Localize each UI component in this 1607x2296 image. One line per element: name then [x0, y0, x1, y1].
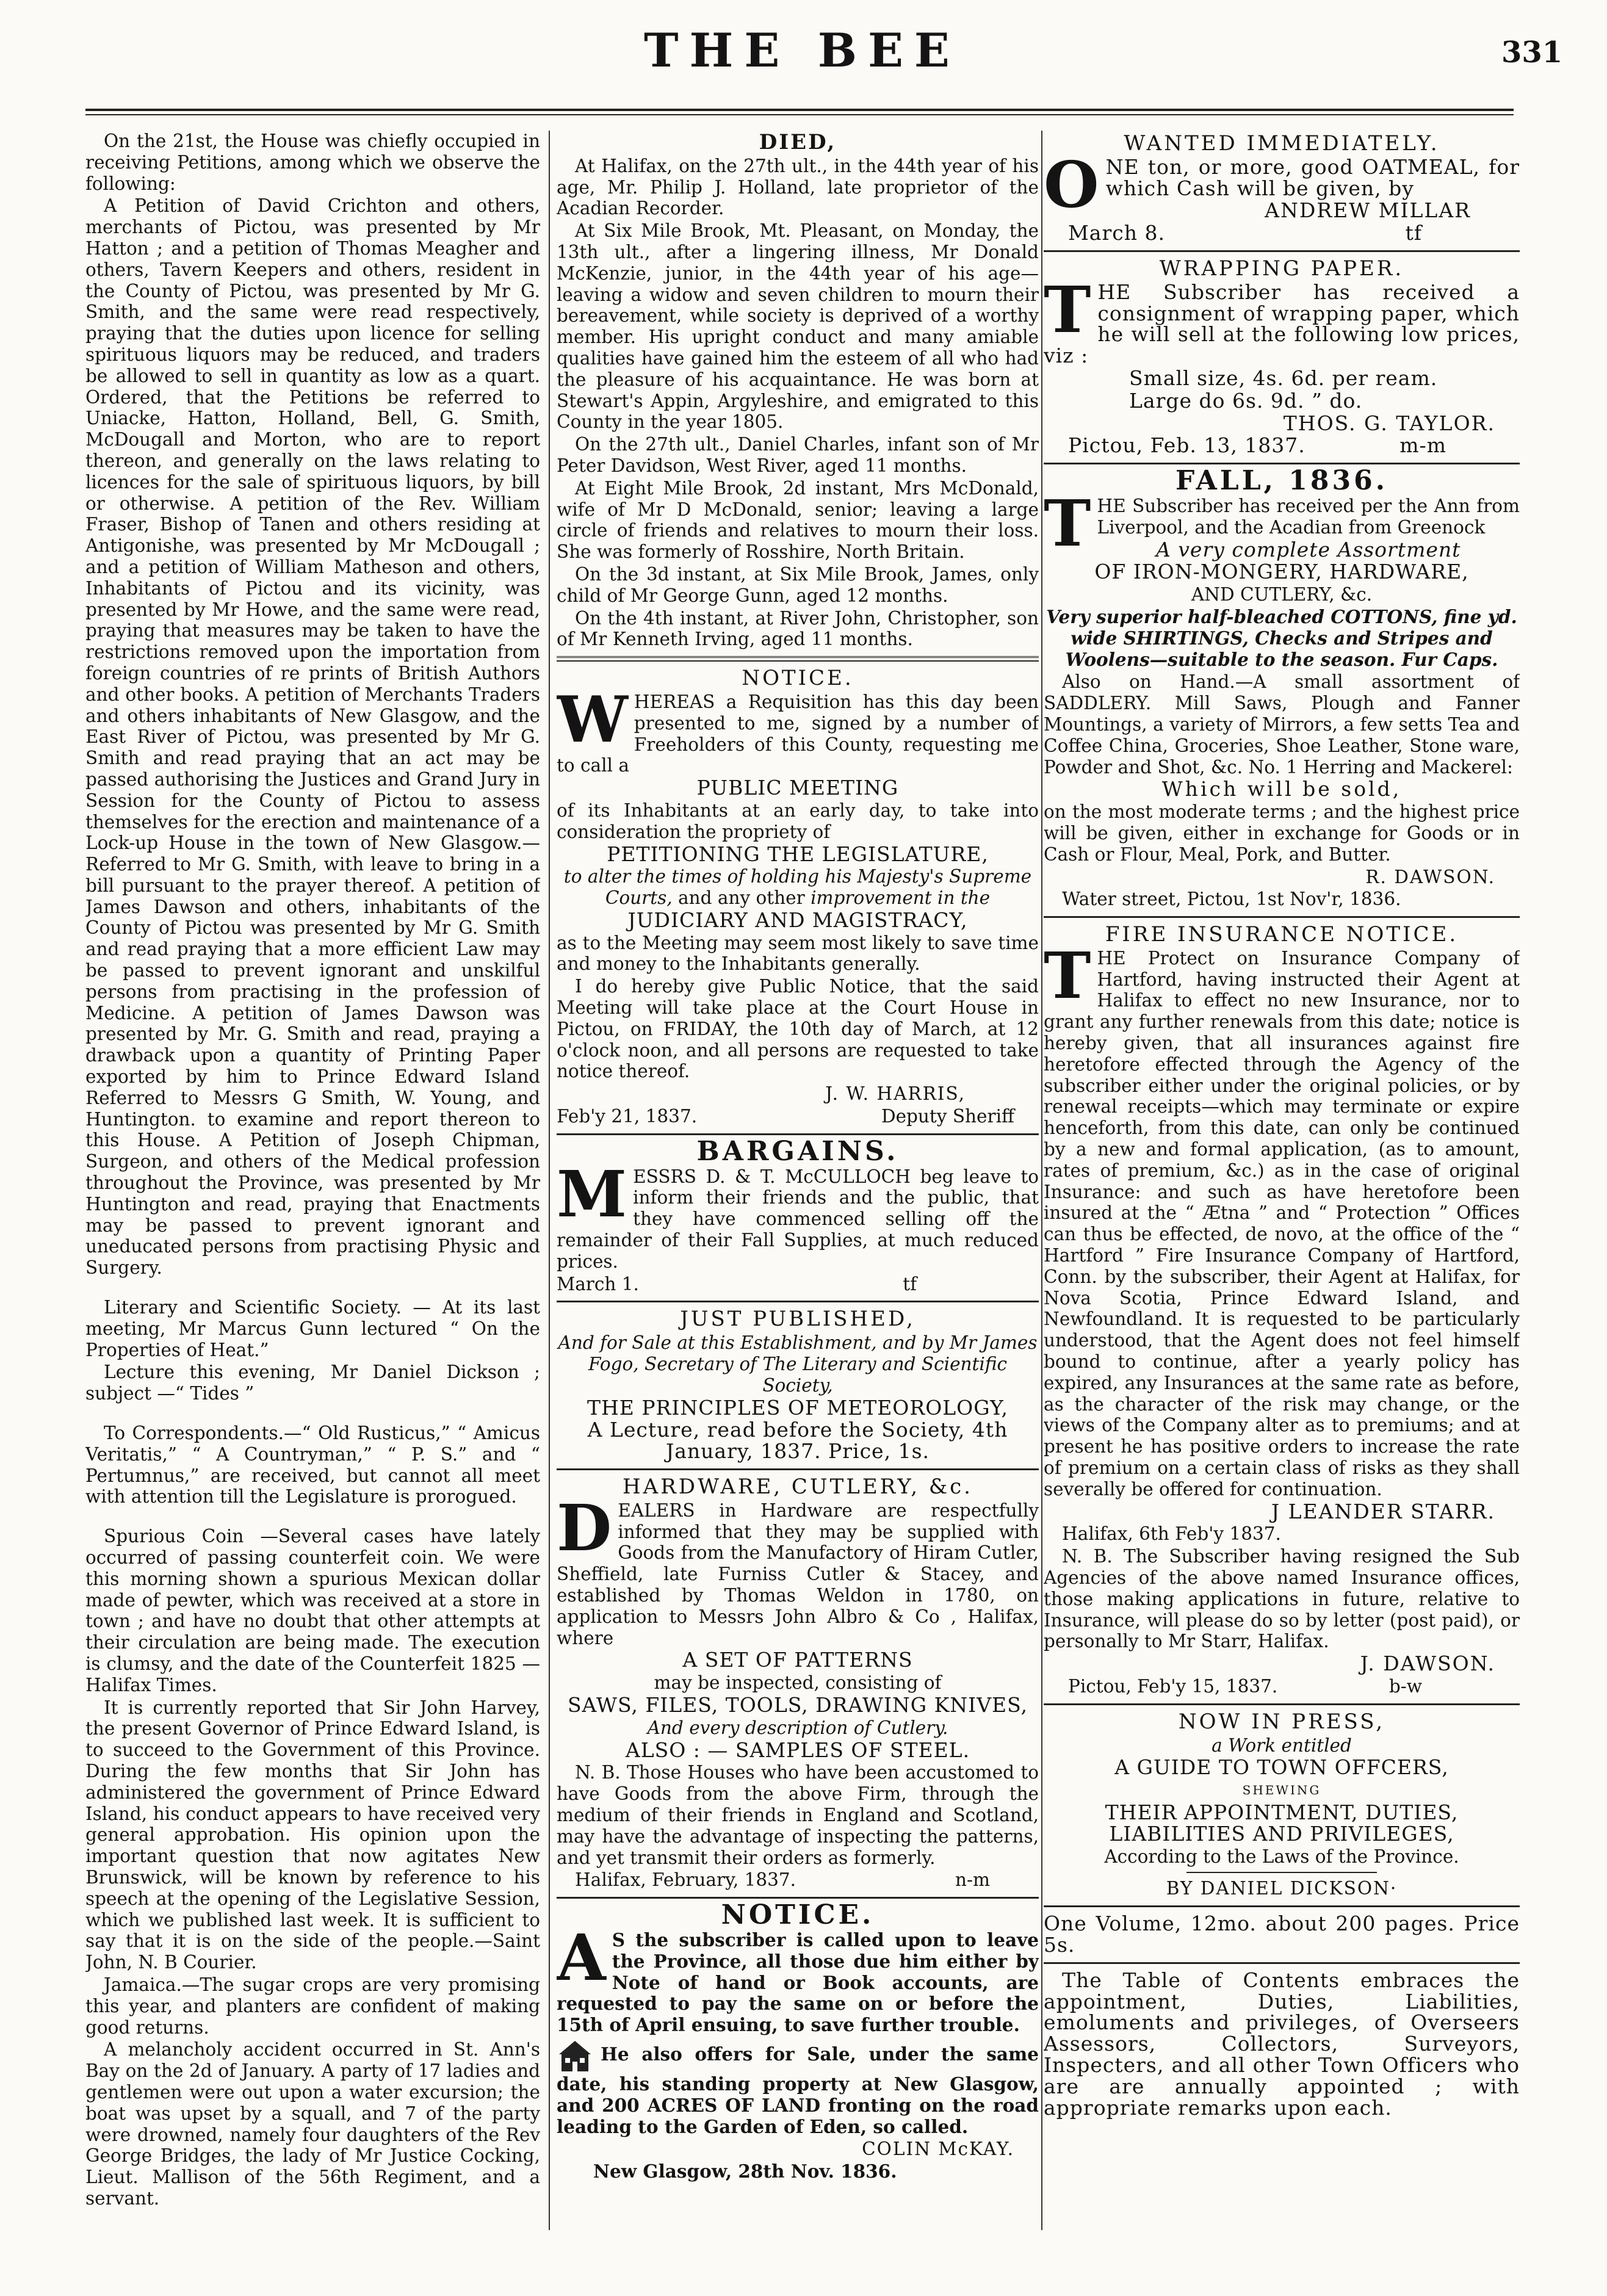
fall-text: AND CUTLERY, &c.	[1191, 584, 1373, 605]
notice-text: of its Inhabitants at an early day, to take into consideration the propriety of	[557, 800, 1039, 842]
fall-text: HE Subscriber has received per the Ann from Liverpool, and the Acadian from Greenock	[1097, 495, 1520, 538]
judiciary-heading: JUDICIARY AND MAGISTRACY,	[627, 908, 968, 932]
article-paragraph: A Petition of David Crichton and others, merchants of Pictou, was presented by Mr Hatton ; and a petition of Thomas Meagher and others, Tavern Keepers and others, resident in the County of Pictou, was presented by Mr G. Smith, and the same were read respectively, praying that the duties upon licence for selling spirituous liquors may be reduced, and traders be allowed to sell in quantity as low as a quart. Ordered, that the Petitions be referred to Uniacke, Hatton, Holland, Bell, G. Smith, McDougall and Morton, who are to report thereon, and generally on the laws relating to licences for the sale of spirituous liquors, by bill or otherwise. A petition of the Rev. William Fraser, Bishop of Tanen and others residing at Antigonishe, was presented by Mr McDougall ; and a petition of William Matheson and others, Inhabitants of Pictou and its vicinity, was presented by Mr Howe, and the same were read, praying that measures may be taken to have the restrictions removed upon the importation from foreign countries of re prints of British Authors and other books. A petition of Merchants Traders and others inhabitants of New Glasgow, and the East River of Pictou, was presented by Mr G. Smith and read praying that an act may be passed authorising the Justices and Grand Jury in Session for the County of Pictou to assess themselves for the erection and maintenance of a Lock-up House in the town of New Glasgow.—Referred to Mr G. Smith, with leave to bring in a bill pursuant to the prayer thereof. A petition of James Dawson and others, inhabitants of the County of Pictou was presented by Mr G. Smith and read praying that a more efficient Law may be passed to prevent ignorant and unskilful persons from practising in the profession of Medicine. A petition of James Dawson was presented by Mr. G. Smith and read, praying a drawback upon a quantity of Printing Paper exported by him to Prince Edward Island Referred to Messrs G Smith, W. Young, and Huntington. to examine and report thereon to this House. A Petition of Joseph Chipman, Surgeon, and others of the Medical profession throughout the Province, was presented by Mr Huntington and read, praying that Enactments may be passed to prevent ignorant and uneducated persons from practising Physic and Surgery.	[85, 195, 540, 1279]
article-paragraph: Literary and Scientific Society. — At its last meeting, Mr Marcus Gunn lectured “ On the Properties of Heat.”	[85, 1297, 540, 1360]
obituary: On the 27th ult., Daniel Charles, infant son of Mr Peter Davidson, West River, aged 11 months.	[557, 434, 1039, 476]
drop-cap: T	[1044, 937, 1091, 1013]
wanted-date: March 8.	[1068, 221, 1165, 245]
house-icon	[557, 2037, 593, 2074]
bargains-heading: BARGAINS.	[696, 1135, 899, 1167]
fire-code: b-w	[1389, 1675, 1422, 1697]
bargains-text: ESSRS D. & T. McCULLOCH beg leave to inform their friends and the public, that they have commenced selling off the remainder of their Fall Supplies, at much reduced prices.	[557, 1166, 1039, 1272]
notice-text: I do hereby give Public Notice, that the said Meeting will take place at the Court House in Pictou, on FRIDAY, the 10th day of March, at 12 o'clock noon, and all persons are requested to take notice thereof.	[557, 976, 1039, 1082]
signature: J. DAWSON.	[1360, 1652, 1495, 1676]
fire-text: N. B. The Subscriber having resigned the Sub Agencies of the above named Insurance offices, those making applications in future, relative to Insurance, will please do so by letter (post paid), or personally to Mr Starr, Halifax.	[1044, 1546, 1520, 1652]
column-3	[1044, 131, 1520, 2291]
section-rule	[1044, 250, 1520, 252]
section-rule	[557, 1897, 1039, 1899]
column-1	[85, 131, 540, 2273]
wrapping-code: m-m	[1399, 433, 1446, 458]
jp-title: THE PRINCIPLES OF METEOROLOGY,	[587, 1395, 1009, 1420]
wrapping-date: Pictou, Feb. 13, 1837.	[1068, 433, 1305, 458]
hardware-also: ALSO : — SAMPLES OF STEEL.	[625, 1738, 970, 1762]
press-author: BY DANIEL DICKSON·	[1166, 1878, 1398, 1899]
section-rule	[1044, 1905, 1520, 1907]
fall-heading: FALL, 1836.	[1175, 465, 1389, 497]
hardware-code: n-m	[955, 1869, 990, 1891]
notice2-heading: NOTICE.	[721, 1899, 875, 1931]
fall-text: Very superior half-bleached COTTONS, fine yd. wide SHIRTINGS, Checks and Stripes and Woolens—suitable to the season. Fur Caps.	[1046, 605, 1517, 670]
hardware-text: EALERS in Hardware are respectfully informed that they may be supplied with Goods from the Manufactory of Hiram Cutler, Sheffield, late Furniss Cutler & Stacey, and established by Thomas Weldon in 1780, on application to Messrs John Albro & Co , Halifax, where	[557, 1500, 1039, 1648]
wanted-code: tf	[1405, 221, 1422, 245]
notice-text: as to the Meeting may seem most likely to save time and money to the Inhabitants generally.	[557, 932, 1039, 975]
press-text: One Volume, 12mo. about 200 pages. Price 5s.	[1044, 1912, 1520, 1957]
drop-cap: T	[1044, 272, 1092, 347]
hardware-saws: SAWS, FILES, TOOLS, DRAWING KNIVES,	[567, 1692, 1028, 1717]
fall-text: OF IRON-MONGERY, HARDWARE,	[1094, 560, 1469, 584]
wrapping-heading: WRAPPING PAPER.	[1159, 256, 1404, 281]
article-paragraph: On the 21st, the House was chiefly occupied in receiving Petitions, among which we observe the following:	[85, 131, 540, 194]
section-rule	[1044, 463, 1520, 464]
fall-text: Also on Hand.—A small assortment of SADDLERY. Mill Saws, Plough and Fanner Mountings, a variety of Mirrors, a few setts Tea and Coffee China, Groceries, Shoe Leather, Stone ware, Powder and Shot, &c. No. 1 Herring and Mackerel:	[1044, 671, 1520, 778]
fire-date: Halifax, 6th Feb'y 1837.	[1062, 1523, 1281, 1545]
column-divider	[1041, 131, 1042, 2230]
hardware-heading: HARDWARE, CUTLERY, &c.	[623, 1475, 973, 1500]
press-heading: NOW IN PRESS,	[1178, 1709, 1385, 1734]
obituary: At Six Mile Brook, Mt. Pleasant, on Monday, the 13th ult., after a lingering illness, Mr Donald McKenzie, junior, in the 44th year of his age—leaving a widow and seven children to mourn their bereavement, while society is deprived of a worthy member. His upright conduct and many amiable qualities have gained him the esteem of all who had the pleasure of his acquaintance. He was born at Stewart's Appin, Argyleshire, and emigrated to this County in the year 1805.	[557, 220, 1039, 433]
masthead	[0, 0, 1607, 98]
drop-cap: M	[557, 1156, 627, 1232]
jp-text: A Lecture, read before the Society, 4th January, 1837. Price, 1s.	[587, 1418, 1008, 1464]
article-paragraph: A melancholy accident occurred in St. Ann's Bay on the 2d of January. A party of 17 ladies and gentlemen were out upon a water excursion; the boat was upset by a squall, and 7 of the party were drowned, namely four daughters of the Rev George Bridges, the lady of Mr Justice Cocking, Lieut. Mallison of the 56th Regiment, and a servant.	[85, 2039, 540, 2209]
died-heading: DIED,	[759, 131, 837, 154]
masthead-title: THE BEE	[644, 23, 961, 78]
notice-heading: NOTICE.	[742, 666, 854, 691]
wanted-text: NE ton, or more, good OATMEAL, for which Cash will be given, by	[1105, 154, 1520, 200]
notice-text: HEREAS a Requisition has this day been presented to me, signed by a number of Freeholders of this County, requesting me to call a	[557, 691, 1039, 776]
notice2-text: S the subscriber is called upon to leave the Province, all those due him either by Note of hand or Book accounts, are requested to pay the same on or before the 15th of April ensuing, to save further trouble.	[557, 1929, 1039, 2036]
section-rule	[557, 1468, 1039, 1470]
section-rule	[1044, 1703, 1520, 1705]
fall-text: A very complete Assortment	[1155, 537, 1461, 561]
fall-text: on the most moderate terms ; and the highest price will be given, either in exchange for Goods or in Cash or Flour, Meal, Pork, and Butter.	[1044, 801, 1520, 865]
wanted-heading: WANTED IMMEDIATELY.	[1124, 131, 1440, 156]
obituary: On the 4th instant, at River John, Christopher, son of Mr Kenneth Irving, aged 11 months.	[557, 607, 1039, 650]
notice-date: Feb'y 21, 1837.	[557, 1106, 698, 1127]
hardware-text: And every description of Cutlery.	[647, 1717, 948, 1738]
fire-heading: FIRE INSURANCE NOTICE.	[1105, 922, 1459, 947]
drop-cap: A	[557, 1919, 606, 1995]
section-rule	[557, 656, 1039, 662]
signature: THOS. G. TAYLOR.	[1283, 411, 1495, 435]
fire-text: HE Protect on Insurance Company of Hartford, having instructed their Agent at Halifax to effect no new Insurance, nor to grant any further renewals from this date; notice is hereby given, that all insurances against fire heretofore effected through the Agency of the subscriber either under the original policies, or by renewal receipts—which may terminate or expire henceforth, from this date, can only be continued by a new and formal application, (as to amount, rates of premium, &c.) as in the case of original Insurance: and such as have heretofore been insured at the “ Ætna ” and “ Protection ” Offices can thus be effected, de novo, at the office of the “ Hartford ” Fire Insurance Company of Hartford, Conn. by the subscriber, their Agent at Halifax, for Nova Scotia, Prince Edward Island, and Newfoundland. It is requested to be particularly understood, that the Agent does not feel himself bound to continue, after a yearly policy has expired, any Insurances at the same rate as before, as the character of the risk may change, or the views of the Company alter as to premiums; and at present he has positive orders to increase the rate of premium on a certain class of risks as they shall severally be offered for continuation.	[1044, 947, 1520, 1500]
drop-cap: D	[557, 1490, 612, 1565]
press-text: SHEWING	[1242, 1783, 1321, 1798]
section-rule	[557, 1133, 1039, 1135]
fire-date: Pictou, Feb'y 15, 1837.	[1068, 1675, 1278, 1697]
notice2-text: He also offers for Sale, under the same date, his standing property at New Glasgow, and 200 ACRES OF LAND fronting on the road leading to the Garden of Eden, so called.	[557, 2043, 1039, 2137]
signature: COLIN McKAY.	[862, 2139, 1014, 2160]
article-paragraph: To Correspondents.—“ Old Rusticus,” “ Amicus Veritatis,” “ A Countryman,” “ P. S.” and “ Pertumnus,” are received, but cannot all meet with attention till the Legislature is prorogued.	[85, 1423, 540, 1507]
signature: J LEANDER STARR.	[1271, 1499, 1495, 1523]
public-meeting-heading: PUBLIC MEETING	[696, 776, 899, 800]
section-rule	[1044, 1962, 1520, 1964]
notice-text: to alter the times of holding his Majesty's Supreme Courts,	[563, 866, 1032, 909]
bargains-date: March 1.	[557, 1273, 639, 1294]
signature: ANDREW MILLAR	[1265, 198, 1471, 223]
wrapping-text: HE Subscriber has received a consignment of wrapping paper, which he will sell at the following low prices, viz :	[1044, 280, 1520, 368]
bargains-code: tf	[903, 1273, 917, 1294]
notice-text: improvement in the	[811, 887, 991, 909]
press-text: The Table of Contents embraces the appointment, Duties, Liabilities, emoluments and privileges, of Overseers Assessors, Collectors, Surveyors, Inspecters, and all other Town Officers who are are annually appointed ; with appropriate remarks upon each.	[1044, 1968, 1520, 2120]
article-paragraph: Spurious Coin —Several cases have lately occurred of passing counterfeit coin. We were this morning shown a spurious Mexican dollar made of pewter, which was received at a store in town ; and have no doubt that other attempts at their circulation are being made. The execution is clumsy, and the date of the Counterfeit 1825 —Halifax Times.	[85, 1526, 540, 1695]
notice-title: Deputy Sheriff	[881, 1106, 1014, 1127]
hardware-set: A SET OF PATTERNS	[682, 1648, 913, 1672]
press-title: A GUIDE TO TOWN OFFCERS,	[1114, 1755, 1449, 1780]
hardware-text: may be inspected, consisting of	[654, 1672, 942, 1694]
column-2	[557, 131, 1039, 2291]
notice2-date: New Glasgow, 28th Nov. 1836.	[593, 2161, 897, 2182]
drop-cap: O	[1044, 146, 1100, 222]
fall-text: Which will be sold,	[1161, 777, 1402, 801]
fall-date: Water street, Pictou, 1st Nov'r, 1836.	[1062, 889, 1401, 910]
article-paragraph: Jamaica.—The sugar crops are very promising this year, and planters are confident of making good returns.	[85, 1974, 540, 2038]
section-rule	[557, 1301, 1039, 1302]
drop-cap: W	[557, 681, 628, 757]
jp-text: And for Sale at this Establishment, and by Mr James Fogo, Secretary of The Literary and Scientific Society,	[558, 1332, 1038, 1396]
press-text: According to the Laws of the Province.	[1104, 1846, 1459, 1867]
just-published-heading: JUST PUBLISHED,	[680, 1307, 915, 1332]
petitioning-heading: PETITIONING THE LEGISLATURE,	[607, 842, 989, 866]
page-number: 331	[1501, 35, 1563, 70]
column-divider	[549, 131, 550, 2230]
drop-cap: T	[1044, 485, 1091, 561]
press-text: a Work entitled	[1212, 1735, 1352, 1756]
signature: R. DAWSON.	[1365, 866, 1495, 887]
hardware-date: Halifax, February, 1837.	[575, 1869, 796, 1891]
obituary: At Eight Mile Brook, 2d instant, Mrs McDonald, wife of Mr D McDonald, senior; leaving a large circle of friends and relatives to mourn their loss. She was formerly of Rosshire, North Britain.	[557, 477, 1039, 563]
section-rule	[1044, 916, 1520, 918]
signature: J. W. HARRIS,	[825, 1083, 966, 1105]
short-rule	[1186, 1872, 1377, 1873]
article-paragraph: Lecture this evening, Mr Daniel Dickson ; subject —“ Tides ”	[85, 1362, 540, 1404]
masthead-rule	[85, 109, 1514, 115]
price-line: Small size, 4s. 6d. per ream.	[1129, 366, 1438, 390]
notice-text: and any other	[672, 887, 811, 909]
obituary: At Halifax, on the 27th ult., in the 44th year of his age, Mr. Philip J. Holland, late proprietor of the Acadian Recorder.	[557, 155, 1039, 219]
hardware-text: N. B. Those Houses who have been accustomed to have Goods from the above Firm, through the medium of their friends in England and Scotland, may have the advantage of inspecting the patterns, and yet transmit their orders as formerly.	[557, 1762, 1039, 1868]
price-line: Large do 6s. 9d. ” do.	[1129, 388, 1363, 413]
obituary: On the 3d instant, at Six Mile Brook, James, only child of Mr George Gunn, aged 12 months.	[557, 563, 1039, 606]
press-title: THEIR APPOINTMENT, DUTIES, LIABILITIES AND PRIVILEGES,	[1105, 1800, 1459, 1846]
article-paragraph: It is currently reported that Sir John Harvey, the present Governor of Prince Edward Island, is to succeed to the Government of this Province. During the few months that Sir John has administered the government of Prince Edward Island, his conduct appears to have received very general approbation. His opinion upon the important question that now agitates New Brunswick, will be known by reference to his speech at the opening of the Legislative Session, which we published last week. It is sufficient to say that it is on the side of the people.—Saint John, N. B Courier.	[85, 1697, 540, 1973]
